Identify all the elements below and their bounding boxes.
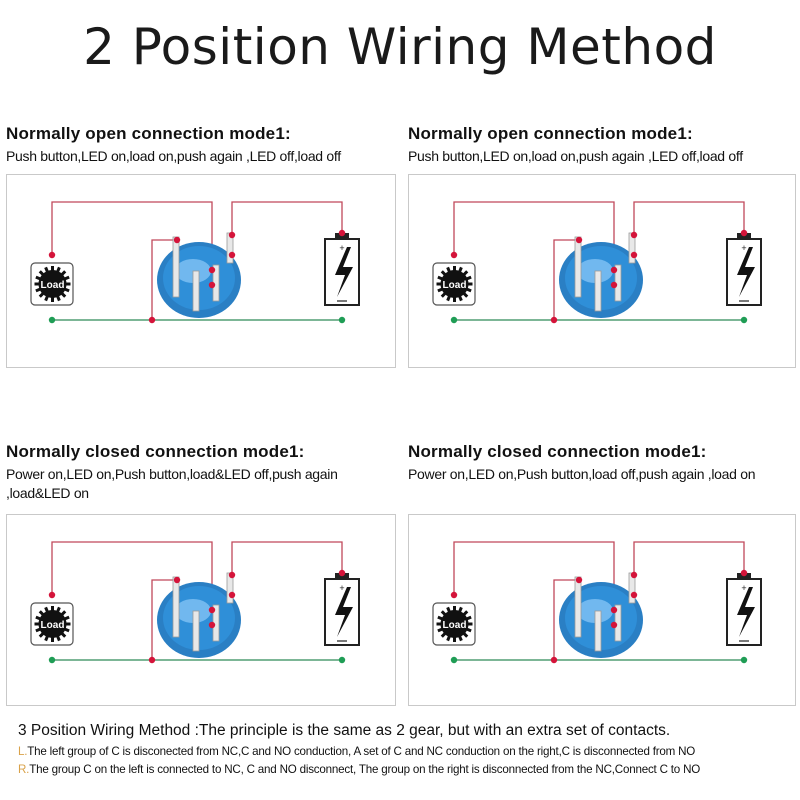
wire-switch-to-battery [232,202,342,235]
battery-icon [325,573,359,645]
battery-icon [727,233,761,305]
connection-dot [576,237,582,243]
connection-dot [49,317,55,323]
footer-left-note [18,745,793,758]
connection-dot [611,282,617,288]
footer-right-note [18,763,793,776]
diagram-2 [433,202,761,323]
load-label: Load [40,280,65,291]
connection-dot [741,570,747,576]
panel-1-diagram [6,174,396,368]
wiring-diagram-2 [409,175,795,367]
connection-dot [49,657,55,663]
battery-plus: + [339,583,345,593]
connection-dot [49,252,55,258]
wire-switch-to-battery [634,542,744,575]
panel-3-heading: Normally closed connection mode1: [6,442,305,461]
footer-main-text: The principle is the same as 2 gear, but with an extra set of contacts. [198,722,671,739]
connection-dot [339,657,345,663]
connection-dot [49,592,55,598]
switch-pin [595,611,601,651]
push-switch-icon [157,233,241,318]
connection-dot [741,230,747,236]
load-label: Load [40,620,65,631]
panel-3-header [6,442,396,503]
load-label: Load [442,280,467,291]
connection-dot [174,237,180,243]
connection-dot [741,657,747,663]
switch-pin [193,271,199,311]
connection-dot [149,657,155,663]
connection-dot [229,592,235,598]
connection-dot [611,267,617,273]
panel-4-header [408,442,798,484]
diagram-4 [433,542,761,663]
connection-dot [451,657,457,663]
wiring-diagram-3 [7,515,395,705]
panel-4-diagram [408,514,796,706]
switch-pin [173,237,179,297]
connection-dot [631,252,637,258]
diagram-3 [31,542,359,663]
battery-icon [325,233,359,305]
diagram-1 [31,202,359,323]
battery-plus: + [741,583,747,593]
connection-dot [209,267,215,273]
push-switch-icon [157,573,241,658]
connection-dot [209,282,215,288]
switch-pin [193,611,199,651]
connection-dot [611,607,617,613]
connection-dot [229,572,235,578]
panel-1-header [6,124,396,166]
footer-main [18,722,793,740]
connection-dot [451,592,457,598]
wiring-diagram-4 [409,515,795,705]
panel-1-heading: Normally open connection mode1: [6,124,291,143]
connection-dot [631,572,637,578]
wire-switch-to-battery [232,542,342,575]
connection-dot [229,252,235,258]
footer-main-prefix: 3 Position Wiring Method : [18,722,199,739]
connection-dot [451,252,457,258]
connection-dot [576,577,582,583]
panel-1-description: Push button,LED on,load on,push again ,LED off,load off [6,148,341,164]
panel-2-diagram [408,174,796,368]
connection-dot [339,570,345,576]
footer-right-text: The group C on the left is connected to NC, C and NO disconnect, The group on the right is disconnected from the NC,Connect C to NO [29,763,701,776]
connection-dot [209,607,215,613]
connection-dot [229,232,235,238]
push-switch-icon [559,233,643,318]
battery-icon [727,573,761,645]
wire-switch-to-battery [634,202,744,235]
switch-pin [595,271,601,311]
connection-dot [174,577,180,583]
push-switch-icon [559,573,643,658]
connection-dot [451,317,457,323]
battery-plus: + [741,243,747,253]
footer-left-text: The left group of C is disconected from NC,C and NO conduction, A set of C and NC conduction on the right,C is disconnected from NO [27,745,696,758]
wiring-diagram-1 [7,175,395,367]
connection-dot [551,657,557,663]
connection-dot [149,317,155,323]
page-title: 2 Position Wiring Method [83,18,717,76]
connection-dot [631,232,637,238]
battery-plus: + [339,243,345,253]
connection-dot [209,622,215,628]
load-label: Load [442,620,467,631]
switch-pin [173,577,179,637]
connection-dot [551,317,557,323]
connection-dot [741,317,747,323]
footer-left-prefix: L. [18,745,28,758]
panel-2-description: Push button,LED on,load on,push again ,LED off,load off [408,148,743,164]
switch-pin [575,237,581,297]
panel-3-description: Power on,LED on,Push button,load&LED off,push again ,load&LED on [6,466,338,501]
footer-right-prefix: R. [18,763,30,776]
connection-dot [631,592,637,598]
connection-dot [339,317,345,323]
panel-2-heading: Normally open connection mode1: [408,124,693,143]
panel-2-header [408,124,798,166]
panel-4-description: Power on,LED on,Push button,load off,push again ,load on [408,466,756,482]
switch-pin [575,577,581,637]
panel-3-diagram [6,514,396,706]
connection-dot [611,622,617,628]
panel-4-heading: Normally closed connection mode1: [408,442,707,461]
connection-dot [339,230,345,236]
footer-notes [18,722,793,776]
